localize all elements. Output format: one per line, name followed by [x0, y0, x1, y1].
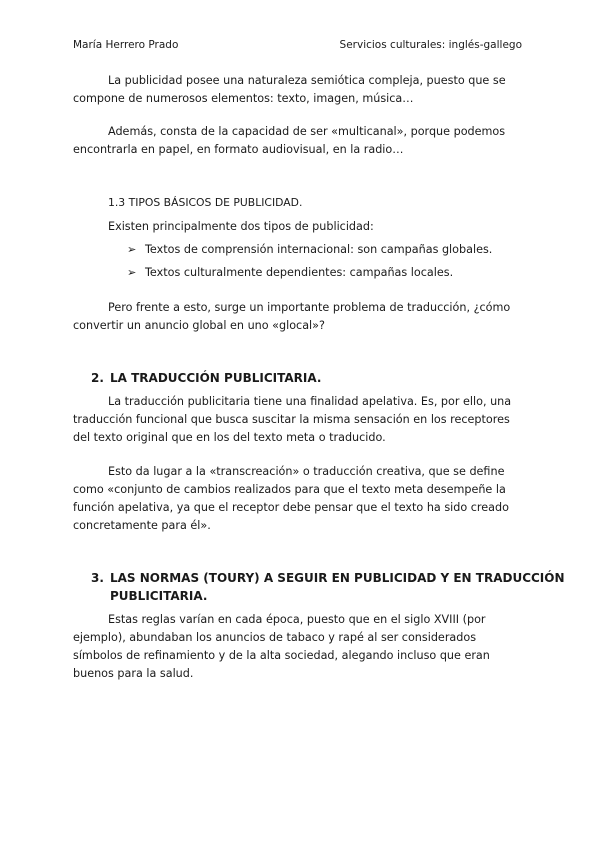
section-title-line-1: LAS NORMAS (TOURY) A SEGUIR EN PUBLICIDAD Y EN TRADUCCIÓN: [110, 571, 565, 585]
section-title: LA TRADUCCIÓN PUBLICITARIA.: [110, 371, 322, 385]
paragraph-semiotic-nature: La publicidad posee una naturaleza semiótica compleja, puesto que se compone de numerosos elementos: texto, imagen, música…: [73, 74, 506, 105]
section-number: 2.: [91, 371, 104, 385]
header-course-title: Servicios culturales: inglés-gallego: [339, 39, 522, 51]
paragraph-toury-norms: Estas reglas varían en cada época, puesto que en el siglo XVIII (por ejemplo), abundaban los anuncios de tabaco y rapé al ser considerados símbolos de refinamiento y de la alta sociedad, alegando incluso que eran buenos para la salud.: [73, 613, 490, 680]
subsection-heading-1-3: 1.3 TIPOS BÁSICOS DE PUBLICIDAD.: [108, 196, 303, 209]
section-heading-3: [91, 569, 565, 605]
paragraph-multichannel: Además, consta de la capacidad de ser «multicanal», porque podemos encontrarla en papel, en formato audiovisual, en la radio…: [73, 125, 506, 156]
bullet-text: Textos culturalmente dependientes: campañas locales.: [145, 266, 454, 279]
arrow-bullet-icon: ➢: [127, 266, 137, 279]
section-heading-2: [91, 369, 321, 387]
advertising-types-intro: Existen principalmente dos tipos de publicidad:: [108, 220, 374, 233]
arrow-bullet-icon: ➢: [127, 243, 137, 256]
paragraph-glocal-problem: Pero frente a esto, surge un importante problema de traducción, ¿cómo convertir un anuncio global en uno «glocal»?: [73, 301, 511, 332]
section-title-line-2: PUBLICITARIA.: [110, 589, 208, 603]
paragraph-advertising-translation: La traducción publicitaria tiene una finalidad apelativa. Es, por ello, una traducción funcional que busca suscitar la misma sensación en los receptores del texto original que en los del texto meta o traducido.: [73, 395, 512, 444]
section-number: 3.: [91, 571, 104, 585]
header-author: María Herrero Prado: [73, 39, 179, 51]
paragraph-transcreation: Esto da lugar a la «transcreación» o traducción creativa, que se define como «conjunto de cambios realizados para que el texto meta desempeñe la función apelativa, ya que el receptor debe pensar que el texto ha sido creado concretamente para él».: [73, 465, 509, 532]
bullet-text: Textos de comprensión internacional: son campañas globales.: [145, 243, 493, 256]
bullet-item-international: [127, 241, 492, 259]
bullet-item-cultural: [127, 264, 453, 282]
